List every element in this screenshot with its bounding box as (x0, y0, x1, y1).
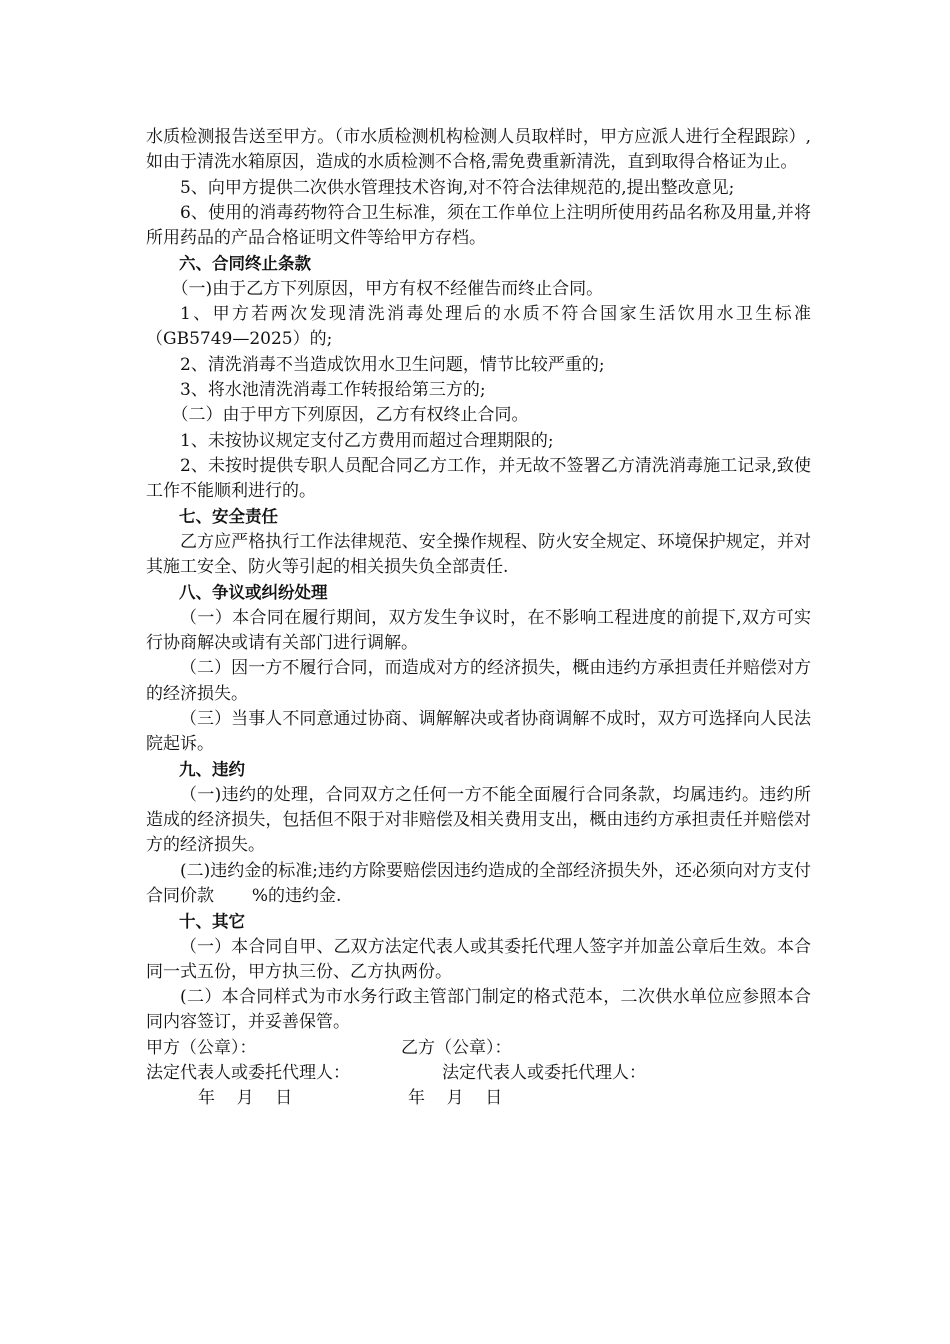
party-a-seal-label: 甲方（公章）： (146, 1037, 257, 1058)
section-7-title: 七、安全责任 (179, 507, 278, 527)
intro-item-5: 5、向甲方提供二次供水管理技术咨询,对不符合法律规范的,提出整改意见; (180, 177, 735, 198)
party-b-seal-label: 乙方（公章）： (401, 1037, 512, 1058)
party-a-representative-label: 法定代表人或委托代理人： (146, 1062, 350, 1083)
section-6-item-5: 2、未按时提供专职人员配合同乙方工作，并无故不签署乙方清洗消毒施工记录,致使工作不能顺利进行的。 (146, 455, 811, 502)
section-7-body: 乙方应严格执行工作法律规范、安全操作规程、防火安全规定、环境保护规定，并对其施工安全、防火等引起的相关损失负全部责任. (146, 531, 811, 578)
party-b-date: 年 月 日 (408, 1088, 503, 1109)
section-10-item-1: （一）本合同自甲、乙双方法定代表人或其委托代理人签字并加盖公章后生效。本合同一式五份，甲方执三份、乙方执两份。 (146, 936, 811, 982)
section-9-item-2: (二)违约金的标准;违约方除要赔偿因违约造成的全部经济损失外，还必须向对方支付合同价款 %的违约金. (146, 860, 811, 906)
section-6-title: 六、合同终止条款 (179, 254, 311, 274)
date-row (146, 1086, 811, 1111)
representative-row (146, 1061, 811, 1086)
section-9-title: 九、违约 (179, 760, 245, 780)
section-6-sub-2: （二）由于甲方下列原因，乙方有权终止合同。 (171, 405, 529, 426)
section-6-item-3: 3、将水池清洗消毒工作转报给第三方的; (180, 379, 486, 400)
section-10-title: 十、其它 (179, 912, 245, 932)
section-8-item-1: （一）本合同在履行期间，双方发生争议时，在不影响工程进度的前提下,双方可实行协商解决或请有关部门进行调解。 (146, 607, 811, 653)
section-8-item-2: （二）因一方不履行合同，而造成对方的经济损失，概由违约方承担责任并赔偿对方的经济损失。 (146, 658, 811, 704)
section-6-item-4: 1、未按协议规定支付乙方费用而超过合理期限的; (180, 430, 554, 451)
section-6-sub-1: （一)由于乙方下列原因，甲方有权不经催告而终止合同。 (171, 278, 604, 299)
section-6-item-2: 2、清洗消毒不当造成饮用水卫生问题，情节比较严重的; (180, 354, 605, 375)
party-b-representative-label: 法定代表人或委托代理人： (442, 1062, 646, 1083)
document-body (146, 125, 811, 1112)
section-10-item-2: (二）本合同样式为市水务行政主管部门制定的格式范本，二次供水单位应参照本合同内容签订，并妥善保管。 (146, 987, 811, 1033)
section-6-item-1: 1、甲方若两次发现清洗消毒处理后的水质不符合国家生活饮用水卫生标准（GB5749—2025）的; (146, 304, 811, 350)
intro-paragraph: 水质检测报告送至甲方。（市水质检测机构检测人员取样时，甲方应派人进行全程跟踪）,如由于清洗水箱原因，造成的水质检测不合格,需免费重新清洗，直到取得合格证为止。 (146, 127, 811, 173)
section-8-title: 八、争议或纠纷处理 (179, 583, 328, 603)
intro-item-6: 6、使用的消毒药物符合卫生标准，须在工作单位上注明所使用药品名称及用量,并将所用药品的产品合格证明文件等给甲方存档。 (146, 202, 811, 249)
seal-row (146, 1036, 811, 1061)
section-9-item-1: （一)违约的处理，合同双方之任何一方不能全面履行合同条款，均属违约。违约所造成的经济损失，包括但不限于对非赔偿及相关费用支出，概由违约方承担责任并赔偿对方的经济损失。 (146, 784, 811, 856)
section-8-item-3: （三）当事人不同意通过协商、调解解决或者协商调解不成时，双方可选择向人民法院起诉。 (146, 708, 811, 755)
party-a-date: 年 月 日 (198, 1088, 293, 1109)
